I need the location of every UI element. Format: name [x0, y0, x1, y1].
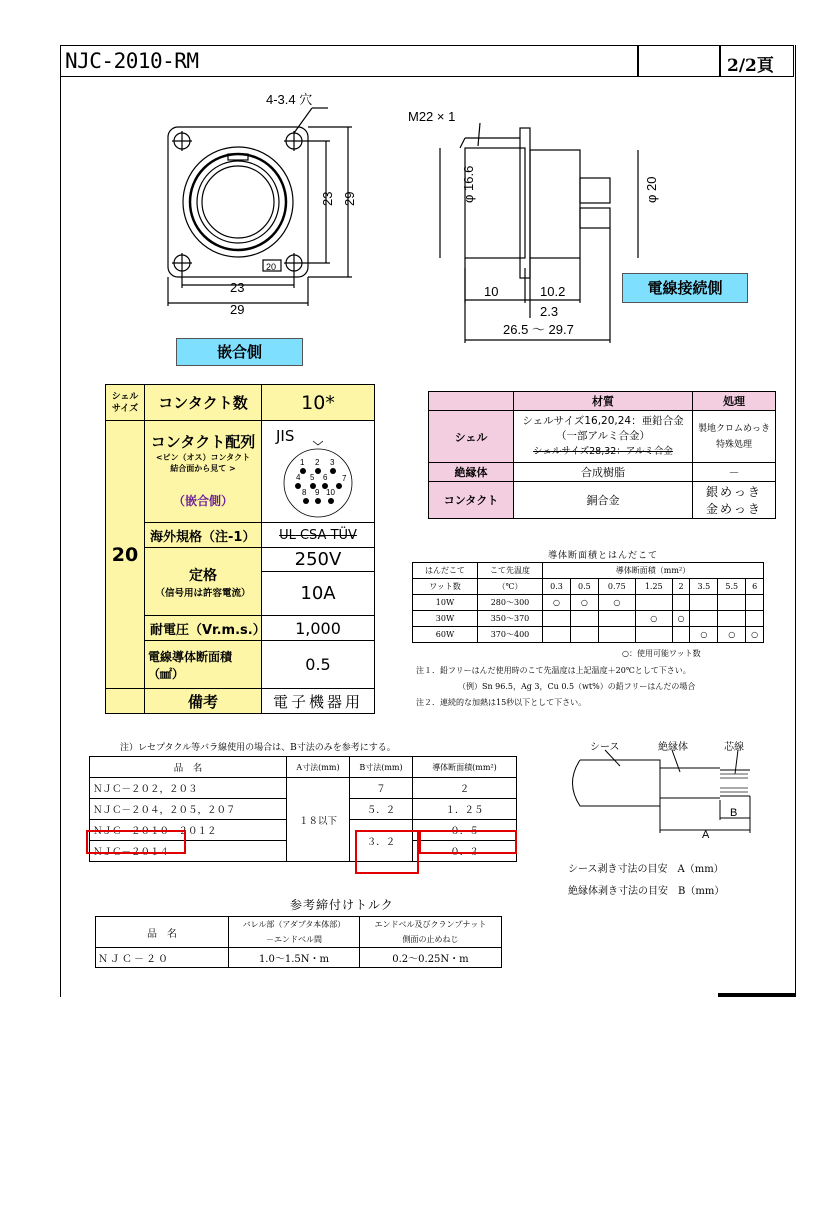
pin-9: 9	[315, 488, 320, 497]
solder-note-1: 注１．鉛フリーはんだ使用時のこて先温度は上記温度＋20℃として下さい。	[416, 666, 691, 675]
pin-3: 3	[330, 458, 335, 467]
cable-core-label: 芯線	[724, 742, 744, 753]
wire-area-value: 0.5	[262, 641, 375, 689]
pin-10: 10	[326, 488, 335, 497]
dim-front-29h: 29	[230, 302, 245, 317]
dim-side-length: 26.5 ～ 29.7	[503, 322, 574, 337]
contact-material: 銅合金	[514, 482, 693, 519]
wire-h-a: A寸法(mm)	[287, 757, 350, 778]
cable-strip-diagram	[560, 738, 790, 838]
solder-row: 10W 280～300 ○ ○ ○	[413, 595, 764, 611]
highlight-b-dim	[355, 830, 419, 874]
solder-h-iron: はんだこて	[413, 563, 478, 579]
area-col: 5.5	[718, 579, 746, 595]
dim-front-23v: 23	[320, 191, 335, 206]
rating-current: 10A	[262, 572, 375, 616]
solder-note-2: 注２．連続的な加熱は15秒以下として下さい。	[416, 698, 587, 707]
table-row: ＮＪＣ－２０１０ ２０１２ ３．２ ０．５	[90, 820, 517, 841]
dim-thread: M22 × 1	[408, 109, 456, 124]
arrangement-sub2: 結合面から見て >	[170, 464, 236, 473]
materials-table	[428, 391, 776, 519]
torque-h-col2b: 側面の止めねじ	[359, 932, 501, 948]
solder-h-temp: こて先温度	[478, 563, 543, 579]
torque-title: 参考締付けトルク	[290, 898, 394, 912]
pin-2: 2	[315, 458, 320, 467]
side-view	[440, 123, 638, 343]
cable-note-a: シース剥き寸法の目安 A（mm）	[568, 864, 724, 875]
insulator-finish: －	[693, 463, 776, 482]
highlight-area	[419, 830, 517, 854]
dim-side-10-2: 10.2	[540, 284, 566, 299]
shell-finish-1: 製地クロムめっき	[698, 423, 770, 434]
solder-h-watt: ワット数	[413, 579, 478, 595]
shell-material-1: シェルサイズ16,20,24：亜鉛合金	[522, 415, 684, 427]
materials-header-finish: 処理	[693, 392, 776, 411]
table-row: ＮＪＣ－２０１４ ０．３	[90, 841, 517, 862]
dim-hole: 4-3.4 穴	[266, 92, 313, 107]
wire-note: 注）レセプタクル等バラ線使用の場合は、B寸法のみを参考にする。	[120, 743, 396, 753]
wire-h-area: 導体断面積(mm²)	[413, 757, 517, 778]
rating-voltage: 250V	[262, 548, 375, 572]
dim-front-23h: 23	[230, 280, 245, 295]
area-col: 1.25	[635, 579, 672, 595]
label-wire-side: 電線接続側	[622, 273, 748, 303]
shell-material-3: シェルサイズ28,32：アルミ合金	[533, 446, 673, 457]
cable-dim-a: A	[702, 829, 710, 838]
spec-table	[105, 384, 375, 714]
shell-size: 20	[106, 421, 145, 689]
rating-sub: （信号用は許容電流）	[155, 587, 251, 599]
dim-side-2-3: 2.3	[540, 304, 559, 319]
contacts-value: 10*	[262, 385, 375, 421]
part-shell: シェル	[429, 411, 514, 463]
cable-note-b: 絶縁体剥き寸法の目安 B（mm）	[568, 886, 725, 897]
area-col: 0.75	[598, 579, 635, 595]
wire-area-label: 電線導体断面積（㎟）	[145, 641, 262, 689]
shell-finish-2: 特殊処理	[715, 439, 752, 450]
wire-h-b: B寸法(mm)	[350, 757, 413, 778]
overseas-tuv: TÜV	[330, 527, 357, 543]
torque-h-col1a: バレル部（アダプタ本体部）	[229, 917, 360, 933]
area-col: 0.5	[570, 579, 598, 595]
arrangement-side: （嵌合側）	[172, 494, 233, 508]
solder-h-area: 導体断面積（mm²）	[543, 563, 764, 579]
dim-dia-16: φ 16.6	[461, 165, 476, 203]
solder-legend: ○：使用可能ワット数	[622, 649, 701, 658]
withstand-value: 1,000	[262, 616, 375, 641]
torque-h-col1b: －エンドベル間	[229, 932, 360, 948]
jis-label: JIS	[276, 427, 295, 445]
insulator-material: 合成樹脂	[514, 463, 693, 482]
remark-label: 備考	[145, 689, 262, 714]
cable-dim-b: B	[730, 807, 738, 819]
contact-finish-2: 金めっき	[706, 502, 762, 516]
arrangement-label: コンタクト配列	[150, 433, 256, 451]
front-view	[168, 108, 352, 306]
pin-4: 4	[296, 473, 301, 482]
solder-table	[412, 562, 764, 643]
title-bar	[60, 45, 794, 77]
doc-title: NJC-2010-RM	[65, 49, 199, 73]
solder-title: 導体断面積とはんだこて	[548, 551, 659, 561]
materials-header-material: 材質	[514, 392, 693, 411]
overseas-csa: CSA	[299, 527, 327, 543]
cable-sheath-label: シース	[590, 742, 620, 753]
pin-1: 1	[300, 458, 305, 467]
wire-h-name: 品 名	[90, 757, 287, 778]
area-col: 6	[746, 579, 764, 595]
highlight-njc2010	[86, 830, 186, 854]
remark-value: 電子機器用	[262, 689, 375, 714]
solder-row: 30W 350～370 ○ ○	[413, 611, 764, 627]
overseas-ul: UL	[279, 527, 296, 543]
shell-mark: 20	[266, 262, 277, 272]
pin-6: 6	[323, 473, 328, 482]
solder-row: 60W 370～400 ○ ○ ○	[413, 627, 764, 643]
part-insulator: 絶縁体	[429, 463, 514, 482]
overseas-value	[262, 523, 375, 548]
overseas-label: 海外規格（注-1）	[145, 523, 262, 548]
arrangement-sub1: <ピン（オス）コンタクト	[155, 453, 251, 462]
pin-7: 7	[342, 474, 347, 483]
torque-h-name: 品 名	[96, 917, 229, 948]
dim-side-10: 10	[484, 284, 499, 299]
cable-insulator-label: 絶縁体	[658, 742, 688, 753]
solder-h-unit: （℃）	[478, 579, 543, 595]
shell-size-header: シェル サイズ	[106, 385, 145, 421]
bottom-rule	[718, 993, 795, 997]
wire-a-value: １８以下	[287, 778, 350, 862]
pin-layout-cell	[262, 421, 375, 523]
torque-table	[95, 916, 502, 968]
label-mating-side: 嵌合側	[176, 338, 303, 366]
rating-label: 定格	[189, 567, 217, 584]
contacts-label: コンタクト数	[145, 385, 262, 421]
table-row: ＮＪＣ－２０ 1.0～1.5N・m 0.2～0.25N・m	[96, 948, 502, 968]
dim-dia-20: φ 20	[644, 176, 659, 203]
page-number: 2/2頁	[727, 56, 774, 76]
wire-b-shared: ３．２	[350, 820, 413, 862]
part-contact: コンタクト	[429, 482, 514, 519]
pin-5: 5	[310, 473, 315, 482]
withstand-label: 耐電圧（Vr.m.s.）	[145, 616, 262, 641]
torque-h-col2a: エンドベル及びクランプナット	[359, 917, 501, 933]
rating-cell	[145, 548, 262, 616]
contact-finish-1: 銀めっき	[706, 485, 762, 499]
connector-drawing	[60, 78, 794, 378]
area-col: 3.5	[690, 579, 718, 595]
table-row: ＮＪＣ－２０２，２０３ １８以下 ７ ２	[90, 778, 517, 799]
pin-8: 8	[302, 488, 307, 497]
shell-material-2: （一部アルミ合金）	[555, 430, 651, 442]
pin-layout-diagram	[262, 421, 377, 523]
arrangement-cell	[145, 421, 262, 523]
solder-note-1b: （例）Sn 96.5，Ag 3，Cu 0.5（wt%）の鉛フリーはんだの場合	[458, 682, 696, 691]
dim-front-29v: 29	[342, 191, 357, 206]
table-row: ＮＪＣ－２０４，２０５，２０７ ５．２ １．２５	[90, 799, 517, 820]
area-col: 0.3	[543, 579, 571, 595]
area-col: 2	[672, 579, 690, 595]
